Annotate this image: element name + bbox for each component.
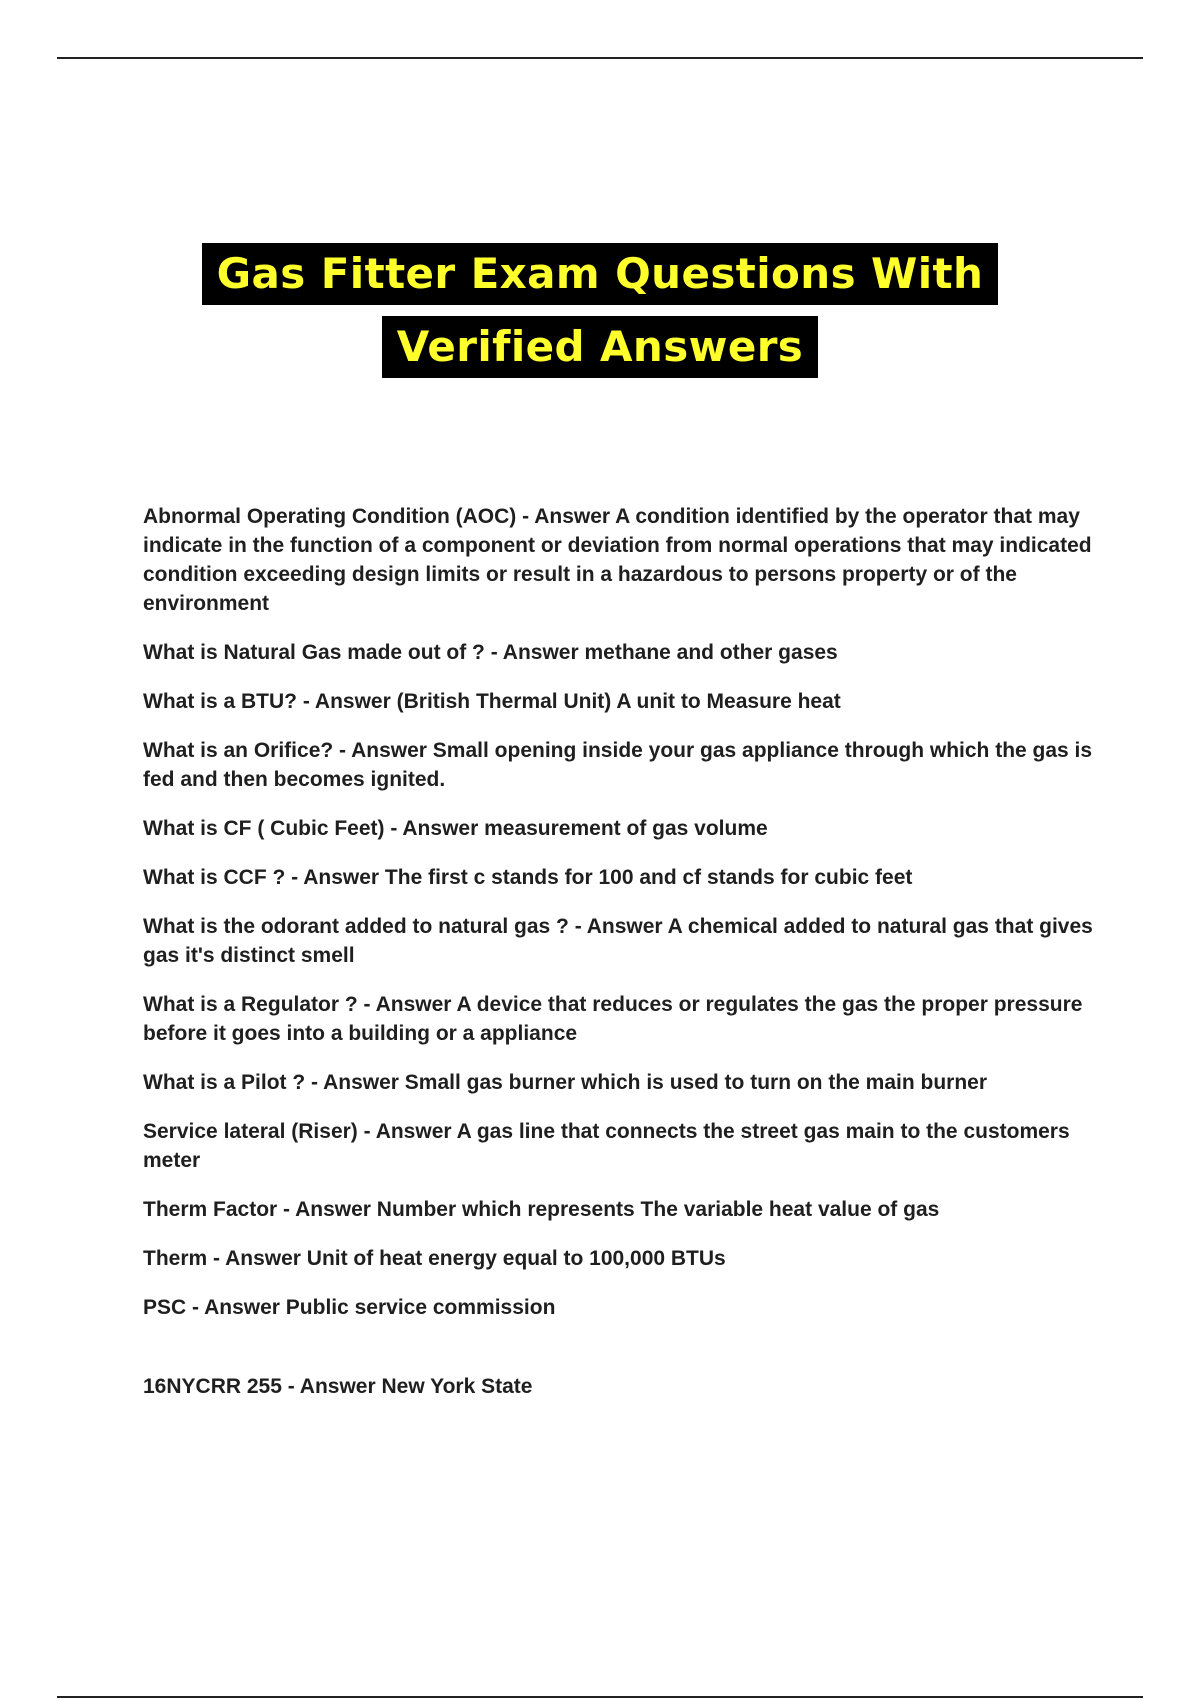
answer-keyword: Answer bbox=[351, 739, 427, 762]
answer-keyword: Answer bbox=[303, 866, 380, 889]
qa-term: 16NYCRR 255 bbox=[143, 1375, 282, 1398]
qa-answer: (British Thermal Unit) A unit to Measure heat bbox=[396, 690, 841, 713]
qa-separator: - bbox=[384, 817, 403, 840]
qa-separator: - bbox=[484, 641, 503, 664]
qa-separator: - bbox=[305, 1071, 324, 1094]
qa-answer: Public service commission bbox=[285, 1296, 556, 1319]
answer-keyword: Answer bbox=[375, 993, 452, 1016]
qa-term: What is the odorant added to natural gas ? bbox=[143, 915, 569, 938]
qa-term: What is CF ( Cubic Feet) bbox=[143, 817, 385, 840]
qa-item bbox=[143, 1068, 1093, 1097]
qa-item bbox=[143, 1372, 1093, 1401]
answer-keyword: Answer bbox=[586, 915, 663, 938]
qa-term: What is an Orifice? bbox=[143, 739, 334, 762]
qa-term: What is a Pilot ? bbox=[143, 1071, 306, 1094]
qa-term: What is a BTU? bbox=[143, 690, 298, 713]
qa-list bbox=[143, 502, 1093, 1421]
qa-answer: Number which represents The variable heat value of gas bbox=[376, 1198, 940, 1221]
qa-separator: - bbox=[281, 1375, 300, 1398]
qa-answer: methane and other gases bbox=[584, 641, 838, 664]
answer-keyword: Answer bbox=[295, 1198, 371, 1221]
qa-separator: - bbox=[333, 739, 352, 762]
qa-item bbox=[143, 1195, 1093, 1224]
qa-separator: - bbox=[357, 1120, 376, 1143]
qa-answer: New York State bbox=[381, 1375, 533, 1398]
qa-separator: - bbox=[285, 866, 304, 889]
qa-item bbox=[143, 863, 1093, 892]
qa-term: What is a Regulator ? bbox=[143, 993, 358, 1016]
qa-item bbox=[143, 1244, 1093, 1273]
qa-term: What is Natural Gas made out of ? bbox=[143, 641, 485, 664]
qa-answer: Unit of heat energy equal to 100,000 BTUs bbox=[306, 1247, 726, 1270]
qa-answer: measurement of gas volume bbox=[484, 817, 768, 840]
document-title bbox=[0, 243, 1200, 378]
qa-item bbox=[143, 638, 1093, 667]
qa-item bbox=[143, 990, 1093, 1048]
qa-term: Abnormal Operating Condition (AOC) bbox=[143, 505, 517, 528]
answer-keyword: Answer bbox=[502, 641, 579, 664]
answer-keyword: Answer bbox=[299, 1375, 376, 1398]
qa-separator: - bbox=[357, 993, 376, 1016]
qa-separator: - bbox=[568, 915, 587, 938]
qa-term: PSC bbox=[143, 1296, 187, 1319]
qa-item bbox=[143, 687, 1093, 716]
qa-item bbox=[143, 1293, 1093, 1322]
qa-item bbox=[143, 1117, 1093, 1175]
qa-term: Therm Factor bbox=[143, 1198, 278, 1221]
title-line-2: Verified Answers bbox=[382, 316, 818, 378]
qa-separator: - bbox=[186, 1296, 205, 1319]
qa-item bbox=[143, 814, 1093, 843]
qa-term: What is CCF ? bbox=[143, 866, 286, 889]
qa-separator: - bbox=[516, 505, 535, 528]
qa-item bbox=[143, 736, 1093, 794]
qa-answer: A gas line that connects the street gas main to the customers meter bbox=[143, 1120, 1070, 1172]
answer-keyword: Answer bbox=[225, 1247, 301, 1270]
bottom-rule bbox=[57, 1696, 1143, 1698]
answer-keyword: Answer bbox=[323, 1071, 399, 1094]
answer-keyword: Answer bbox=[534, 505, 611, 528]
answer-keyword: Answer bbox=[375, 1120, 452, 1143]
qa-answer: A condition identified by the operator that may indicate in the function of a component or deviation from normal operations that may indicated condition exceeding design limits or result in a hazardous to persons property or of the environment bbox=[143, 505, 1092, 615]
qa-answer: Small opening inside your gas appliance through which the gas is fed and then becomes ignited. bbox=[143, 739, 1093, 791]
qa-separator: - bbox=[277, 1198, 296, 1221]
qa-term: Therm bbox=[143, 1247, 208, 1270]
qa-separator: - bbox=[207, 1247, 226, 1270]
qa-answer: A chemical added to natural gas that gives gas it's distinct smell bbox=[143, 915, 1093, 967]
title-line-1: Gas Fitter Exam Questions With bbox=[202, 243, 999, 305]
qa-answer: A device that reduces or regulates the gas the proper pressure before it goes into a building or a appliance bbox=[143, 993, 1083, 1045]
answer-keyword: Answer bbox=[402, 817, 479, 840]
qa-separator: - bbox=[297, 690, 315, 713]
qa-item bbox=[143, 912, 1093, 970]
qa-answer: Small gas burner which is used to turn on the main burner bbox=[404, 1071, 988, 1094]
qa-answer: The first c stands for 100 and cf stands for cubic feet bbox=[384, 866, 913, 889]
qa-item bbox=[143, 502, 1093, 618]
top-rule bbox=[57, 57, 1143, 59]
answer-keyword: Answer bbox=[204, 1296, 280, 1319]
answer-keyword: Answer bbox=[314, 690, 391, 713]
qa-term: Service lateral (Riser) bbox=[143, 1120, 358, 1143]
